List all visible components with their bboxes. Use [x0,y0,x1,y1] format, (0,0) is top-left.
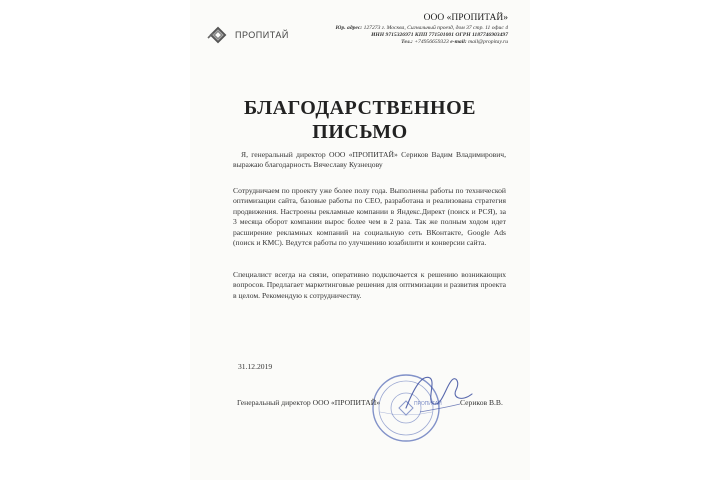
address-line [300,25,508,32]
propitay-logo-icon [205,22,231,48]
address-label: Юр. адрес: [335,25,363,31]
letter-title [190,96,530,144]
logo-text: ПРОПИТАЙ [235,30,289,40]
handwritten-signature [400,368,480,418]
phone-label: Тел.: [401,39,413,45]
company-requisites [300,12,508,46]
title-line-1: БЛАГОДАРСТВЕННОЕ [244,97,476,119]
signatory-name: Сериков В.В. [460,398,503,407]
signatory-title: Генеральный директор ООО «ПРОПИТАЙ» [237,398,381,407]
phone-value: +74956659323 [414,39,449,45]
email-value: mail@propitay.ru [468,39,508,45]
contact-line [300,39,508,46]
title-line-2: ПИСЬМО [312,121,408,143]
letter-date: 31.12.2019 [238,362,273,371]
paragraph-intro: Я, генеральный директор ООО «ПРОПИТАЙ» Сериков Вадим Владимирович, выражаю благодарность Вячеславу Кузнецову [233,150,506,170]
address-value: 127273 г. Москва, Сигнальный проезд, дом 37 стр. 11 офис 4 [363,25,508,31]
company-name: ООО «ПРОПИТАЙ» [423,13,508,23]
email-label: e-mail: [450,39,467,45]
inn-line: ИНН 9715326971 КПП 771501001 ОГРН 1187746903497 [371,32,508,38]
paragraph-work: Сотрудничаем по проекту уже более полу года. Выполнены работы по технической оптимизации сайта, базовые работы по СЕО, разработана и реализована стратегия продвижения. Настроены рекламные компании в Яндекс.Директ (поиск и РСЯ), за 3 месяца оборот компании вырос более чем в 2 раза. Так же полным ходом идет расширение рекламных компаний на социальную сеть ВКонтакте, Google Ads (поиск и КМС). Ведутся работы по улучшению юзабилити и конверсии сайта. [233,186,506,248]
stamp-text: ПРОПИТАЙ [414,401,442,407]
company-logo [205,22,289,48]
paragraph-recommendation: Специалист всегда на связи, оперативно подключается к решению возникающих вопросов. Предлагает маркетинговые решения для оптимизации и развития проекта в целом. Рекомендую к сотрудничеству. [233,270,506,300]
